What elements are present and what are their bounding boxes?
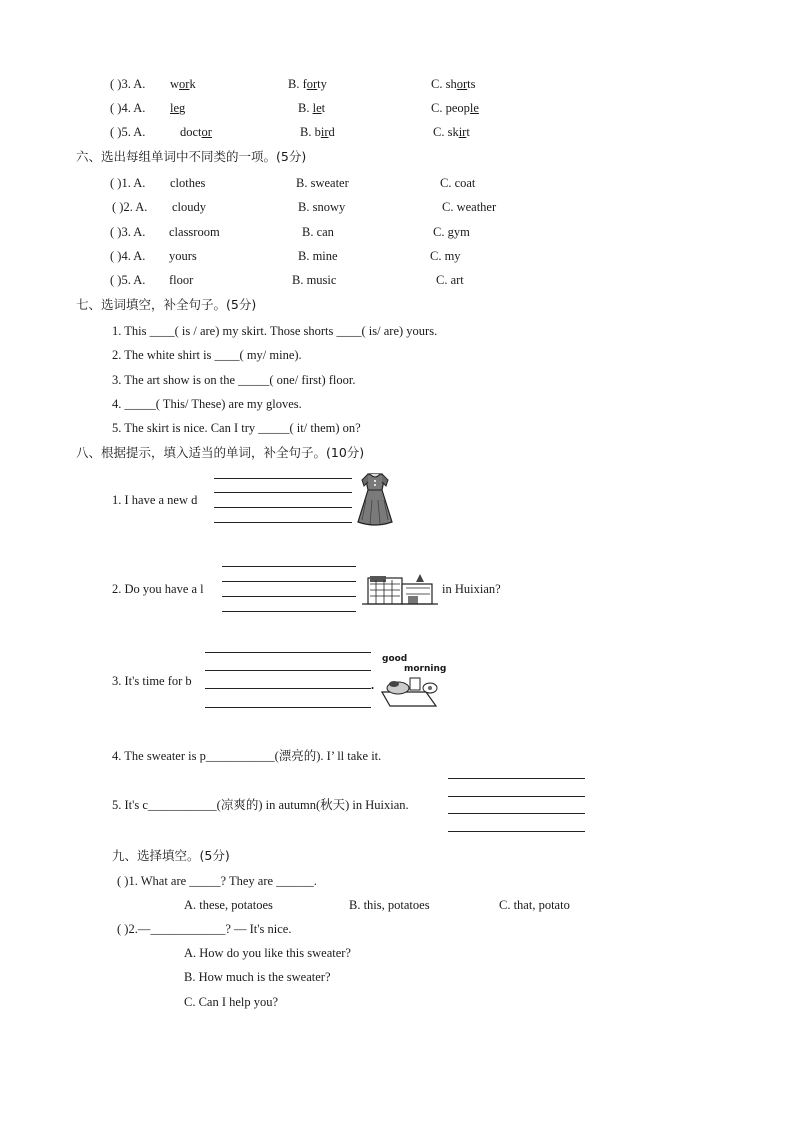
s8-q1: 1. I have a new d [112, 493, 198, 507]
section-9-heading: 九、选择填空。(5分) [112, 848, 230, 863]
breakfast-icon [380, 674, 442, 708]
s9-q2-option-b: B. How much is the sweater? [184, 970, 331, 984]
writing-line[interactable] [205, 688, 371, 689]
s7-item-3: 3. The art show is on the _____( one/ first) floor. [112, 373, 356, 387]
paren: ( )2. A. [112, 200, 148, 214]
writing-line[interactable] [222, 596, 356, 597]
paren: ( )1. A. [110, 176, 146, 190]
s9-q2-option-a: A. How do you like this sweater? [184, 946, 351, 960]
option-b: B. mine [298, 249, 338, 263]
option-c: C. gym [433, 225, 470, 239]
library-icon [360, 568, 440, 608]
option-c: C. people [431, 101, 479, 115]
s7-item-4: 4. _____( This/ These) are my gloves. [112, 397, 302, 411]
s9-q1-option-b: B. this, potatoes [349, 898, 430, 912]
s9-q1-option-c: C. that, potato [499, 898, 570, 912]
option-a: doctor [180, 125, 212, 139]
s7-item-5: 5. The skirt is nice. Can I try _____( it/ them) on? [112, 421, 361, 435]
writing-line[interactable] [214, 478, 352, 479]
option-b: B. let [298, 101, 326, 115]
writing-line[interactable] [448, 796, 585, 797]
s8-q2: 2. Do you have a l [112, 582, 204, 596]
writing-line[interactable] [222, 566, 356, 567]
option-a: classroom [169, 225, 220, 239]
option-a: cloudy [172, 200, 207, 214]
option-a: work [170, 77, 196, 91]
writing-line[interactable] [214, 522, 352, 523]
writing-line[interactable] [448, 813, 585, 814]
paren: ( )5. A. [110, 273, 146, 287]
option-b: B. bird [300, 125, 335, 139]
option-b: B. music [292, 273, 337, 287]
option-b: B. forty [288, 77, 327, 91]
option-a: clothes [170, 176, 206, 190]
option-a: floor [169, 273, 194, 287]
writing-line[interactable] [205, 652, 371, 653]
s8-q3: 3. It's time for b [112, 674, 192, 688]
option-c: C. my [430, 249, 461, 263]
s8-q2-tail: in Huixian? [442, 582, 501, 596]
paren: ( )3. A. [110, 77, 146, 91]
writing-line[interactable] [205, 707, 371, 708]
option-c: C. art [436, 273, 464, 287]
option-c: C. shorts [431, 77, 476, 91]
writing-line[interactable] [448, 831, 585, 832]
writing-line[interactable] [205, 670, 371, 671]
good-morning-text: morning [404, 664, 447, 674]
section-6-heading: 六、选出每组单词中不同类的一项。(5分) [76, 149, 307, 164]
s7-item-1: 1. This ____( is / are) my skirt. Those shorts ____( is/ are) yours. [112, 324, 438, 338]
s9-q1-option-a: A. these, potatoes [184, 898, 273, 912]
s8-q3-dot: . [371, 678, 375, 692]
paren: ( )5. A. [110, 125, 146, 139]
option-b: B. snowy [298, 200, 346, 214]
s9-q1: ( )1. What are _____? They are ______. [117, 874, 317, 888]
option-b: B. sweater [296, 176, 349, 190]
paren: ( )4. A. [110, 101, 146, 115]
option-a: leg [170, 101, 186, 115]
option-c: C. coat [440, 176, 476, 190]
s7-item-2: 2. The white shirt is ____( my/ mine). [112, 348, 302, 362]
s9-q2: ( )2.—____________? — It's nice. [117, 922, 292, 936]
option-b: B. can [302, 225, 334, 239]
option-c: C. weather [442, 200, 497, 214]
s8-q5: 5. It's c___________(凉爽的) in autumn(秋天) in Huixian. [112, 798, 409, 812]
option-a: yours [169, 249, 197, 263]
writing-line[interactable] [222, 611, 356, 612]
dress-icon [352, 470, 398, 530]
writing-line[interactable] [214, 492, 352, 493]
writing-line[interactable] [214, 507, 352, 508]
writing-line[interactable] [448, 778, 585, 779]
good-morning-text: good [382, 654, 408, 664]
paren: ( )4. A. [110, 249, 146, 263]
section-8-heading: 八、根据提示，填入适当的单词，补全句子。(10分) [76, 445, 365, 460]
option-c: C. skirt [433, 125, 470, 139]
s8-q4: 4. The sweater is p___________(漂亮的). I’ ll take it. [112, 749, 382, 763]
s9-q2-option-c: C. Can I help you? [184, 995, 279, 1009]
paren: ( )3. A. [110, 225, 146, 239]
section-7-heading: 七、选词填空，补全句子。(5分) [76, 297, 257, 312]
writing-line[interactable] [222, 581, 356, 582]
